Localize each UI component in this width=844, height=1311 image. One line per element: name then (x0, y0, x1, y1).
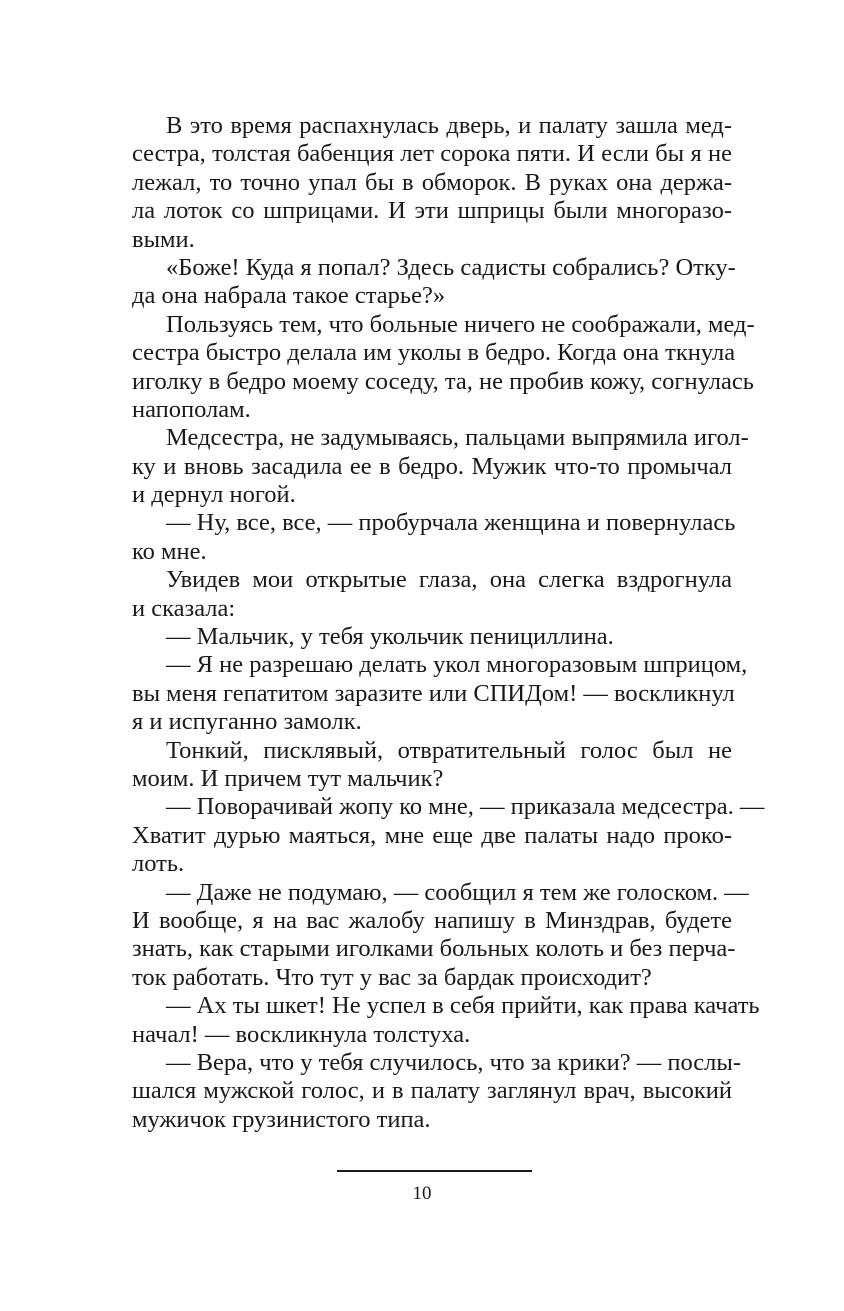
text-line: сестра, толстая бабенция лет сорока пяти. И если бы я не (132, 140, 732, 168)
text-line: ла лоток со шприцами. И эти шприцы были многоразо- (132, 197, 732, 225)
text-line: и сказала: (132, 594, 236, 622)
text-line: я и испуганно замолк. (132, 708, 362, 736)
text-line: «Боже! Куда я попал? Здесь садисты собрались? Отку- (166, 253, 736, 281)
text-line: иголку в бедро моему соседу, та, не пробив кожу, согнулась (132, 367, 754, 395)
text-line: мужичок грузинистого типа. (132, 1105, 431, 1133)
text-line: Медсестра, не задумываясь, пальцами выпрямила игол- (166, 424, 749, 452)
text-line: Хватит дурью маяться, мне еще две палаты надо проко- (132, 821, 732, 849)
text-line: Пользуясь тем, что больные ничего не соображали, мед- (166, 310, 755, 338)
text-line: И вообще, я на вас жалобу напишу в Минздрав, будете (132, 906, 732, 934)
text-line: В это время распахнулась дверь, и палату зашла мед- (166, 112, 732, 139)
text-line: лоть. (132, 850, 185, 878)
text-line: — Вера, что у тебя случилось, что за крики? — послы- (166, 1048, 742, 1076)
text-line: Тонкий, писклявый, отвратительный голос был не (166, 736, 732, 764)
text-line: — Поворачивай жопу ко мне, — приказала медсестра. — (166, 793, 765, 821)
text-line: вы меня гепатитом заразите или СПИДом! — воскликнул (132, 679, 735, 707)
body-text (132, 112, 765, 1134)
text-line: начал! — воскликнула толстуха. (132, 1020, 471, 1048)
text-line: моим. И причем тут мальчик? (132, 764, 444, 792)
text-line: — Ну, все, все, — пробурчала женщина и повернулась (166, 509, 736, 537)
text-line: лежал, то точно упал бы в обморок. В руках она держа- (132, 168, 732, 196)
footer-rule (337, 1170, 532, 1172)
text-line: — Ах ты шкет! Не успел в себя прийти, как права качать (166, 992, 760, 1020)
text-line: — Мальчик, у тебя укольчик пенициллина. (166, 623, 614, 651)
text-line: — Даже не подумаю, — сообщил я тем же голоском. — (166, 878, 749, 906)
text-line: и дернул ногой. (132, 481, 296, 509)
text-line: Увидев мои открытые глаза, она слегка вздрогнула (166, 566, 732, 594)
text-line: шался мужской голос, и в палату заглянул врач, высокий (132, 1077, 732, 1105)
page-number: 10 (412, 1183, 432, 1204)
text-line: — Я не разрешаю делать укол многоразовым шприцом, (166, 651, 748, 679)
text-line: да она набрала такое старье?» (132, 282, 446, 310)
text-line: напополам. (132, 395, 251, 423)
text-line: выми. (132, 225, 195, 253)
text-line: сестра быстро делала им уколы в бедро. Когда она ткнула (132, 339, 736, 367)
text-line: ко мне. (132, 537, 207, 565)
text-line: ток работать. Что тут у вас за бардак происходит? (132, 963, 652, 991)
text-line: ку и вновь засадила ее в бедро. Мужик что-то промычал (132, 452, 732, 480)
text-line: знать, как старыми иголками больных колоть и без перча- (132, 935, 736, 963)
